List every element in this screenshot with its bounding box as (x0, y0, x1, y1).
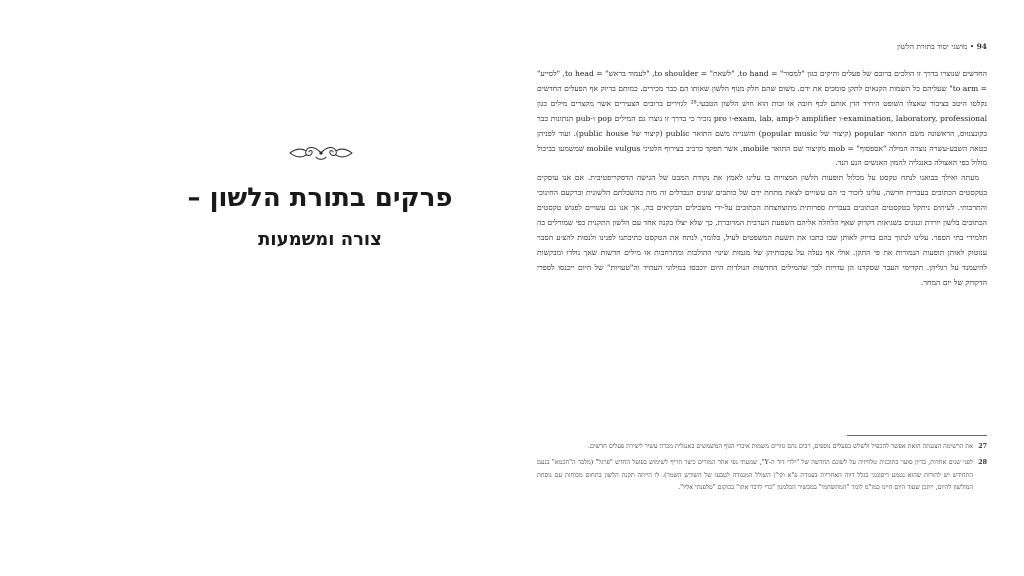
running-title: מושגי יסוד בתורת הלשון (896, 42, 968, 51)
paragraph: מעתה ואילך בבואנו לנתח טקסט על מכלול תופעות הלשון המצויות בו עלינו לאמץ את נקודת המבט של הגישה הדסקריפטיבית. אם אנו עוסקים בטקסטים הכתובים בעברית חדשה, עלינו לזכור כי הם עשויים לצאת מתחת ידם של כותבים שונים הנבדלים זה מזה בהשכלתם הלשונית וברקעם החינוכי והתרבותי. לעיתים ניתקל בטקסטים הכתובים בעברית ספרותית מתוצחצחת הכתובים על-ידי משכילים הבקיאים בה, אך אנו גם עשויים לפגוש טקסטים הכתובים בלשון יורדת וגנונים בשגיאות דקדוק שאף הלחלה אליהם השפעת הערבית המדוברת, כך שלא יצלו בקנה אחד עם הלשון התקנית כפי שמורלים בה תלמידי בתי הספר. עלינו לנתוך בהם בדיוק לאותן שבו בתכו את תשעת המשפטים לעיל, כלומר, לנתח את הטקסט כתיבתנו לפנינו ולנסות להצ׳ע הסבר ענוטוק לאותן תופעות הנמורות את פי התקן. אולי אף נעלה על עקבותיהן של מגמות שינוי ההולכות ומתרחבות או מילים חדשות שאך נולדו ומבקשות להיעמנד על רגליהן. תקדימי העבר שסקרנו הן עדויות לכך שהמילים החדשות הנולדות היום יוכבסו במילוני העתיד וה"טעויות" של היום ייכנסו לספרי הדקדוק של יום המחר. (537, 173, 987, 287)
body-text (537, 67, 987, 291)
footnote-text: את הרשימה הצגנתה הזאת אפשר להכפיל ולשלש בפעלים נוספים, רבים נהם גזורים משמות איברי הגוף המשמשים באנגלית מכרה עשיר ליצירת פעלים חדשים. (588, 443, 973, 450)
footnote-number: 27 (978, 443, 987, 450)
header-separator: • (969, 42, 975, 51)
footnote (537, 441, 987, 453)
running-head (737, 42, 987, 52)
page-number: 94 (976, 42, 987, 51)
footnote-rule (847, 435, 987, 436)
footnote (537, 457, 987, 494)
footnote-number: 28 (978, 459, 987, 467)
text-page (512, 0, 1024, 576)
chapter-title: פרקים בתורת הלשון – (187, 183, 453, 213)
footnotes (537, 441, 987, 498)
chapter-subtitle: צורה ומשמעות (258, 229, 382, 250)
paragraph: החדשים שנוצרו בדרך זו הולכים ברובם של פעלים ותיקים כגון "למסור" = to hand, "לשאת" = to shoulder, "לעמוד בראש" = to head, "לסייע" = to arm" שעליהם כל השמות הקנאים לתקן סומכים את ידם. משום שהם חלק מנוף הלשון שאותו הם כבר מכירים. כמותם בדיוק אף הפעלים החדשים נקלטו היטב בציבור שאצלו השופט היחיד הדן אותם לכף חובה או זכות הוא חוש הלשון הטבעי.²⁸ לגזירים ברובים הצעירים אשר מקצרים מילים כגון examination, laboratory, professional-ו amplifier ל-exam, lab, amp-ו pro נזכיר כי בדרך זו נוצרו גם המילים pop ו-pub הנתונות כבר בקונצנזוס, הראשונה משם התואר popular (קיצור של popular music) והשנייה משם התואר public (קיצור של public house). ועוד לפניהן בטאה השבע-עשרה נוצרה המילה "אספסוף" = mob מקיצור שם התואר mobile, אשר תפקד כרכיב בצירוף הלטיני mobile vulgus שמשמעו כביכול מולול בפי האצולה באנגליה להמון האנשים הנע הנד. (537, 69, 988, 168)
flourish-ornament-icon (288, 143, 354, 163)
footnote-text: לפני שנים אחדות, בדיון סוער בתוכנית טלוויזיה על לשונם החדשה של "ילדי דור ה-Y", שמעתי נפי אחד המורים כיצר חריף לשימוש בפועל החדש "פרגל" (מלבד ה"חכמא" בנעם התחידש יש להורות שהוא נטמע דיסונגגי בגלל דווה האחריות בעגודת פ"א וקי"ן השולל המנגודה לטבעו של השורש השמר). לו הייתה תקנת הלשון בתחום מכוחות עם נוסחת המולשון להיום, ייתכן שעוד היום היינו כמו"מ לומר "המתשחמי" במכשיר הכלמנון "כדי לדבר אתו" בכוקום "טלפנתי אליו". (537, 459, 973, 491)
